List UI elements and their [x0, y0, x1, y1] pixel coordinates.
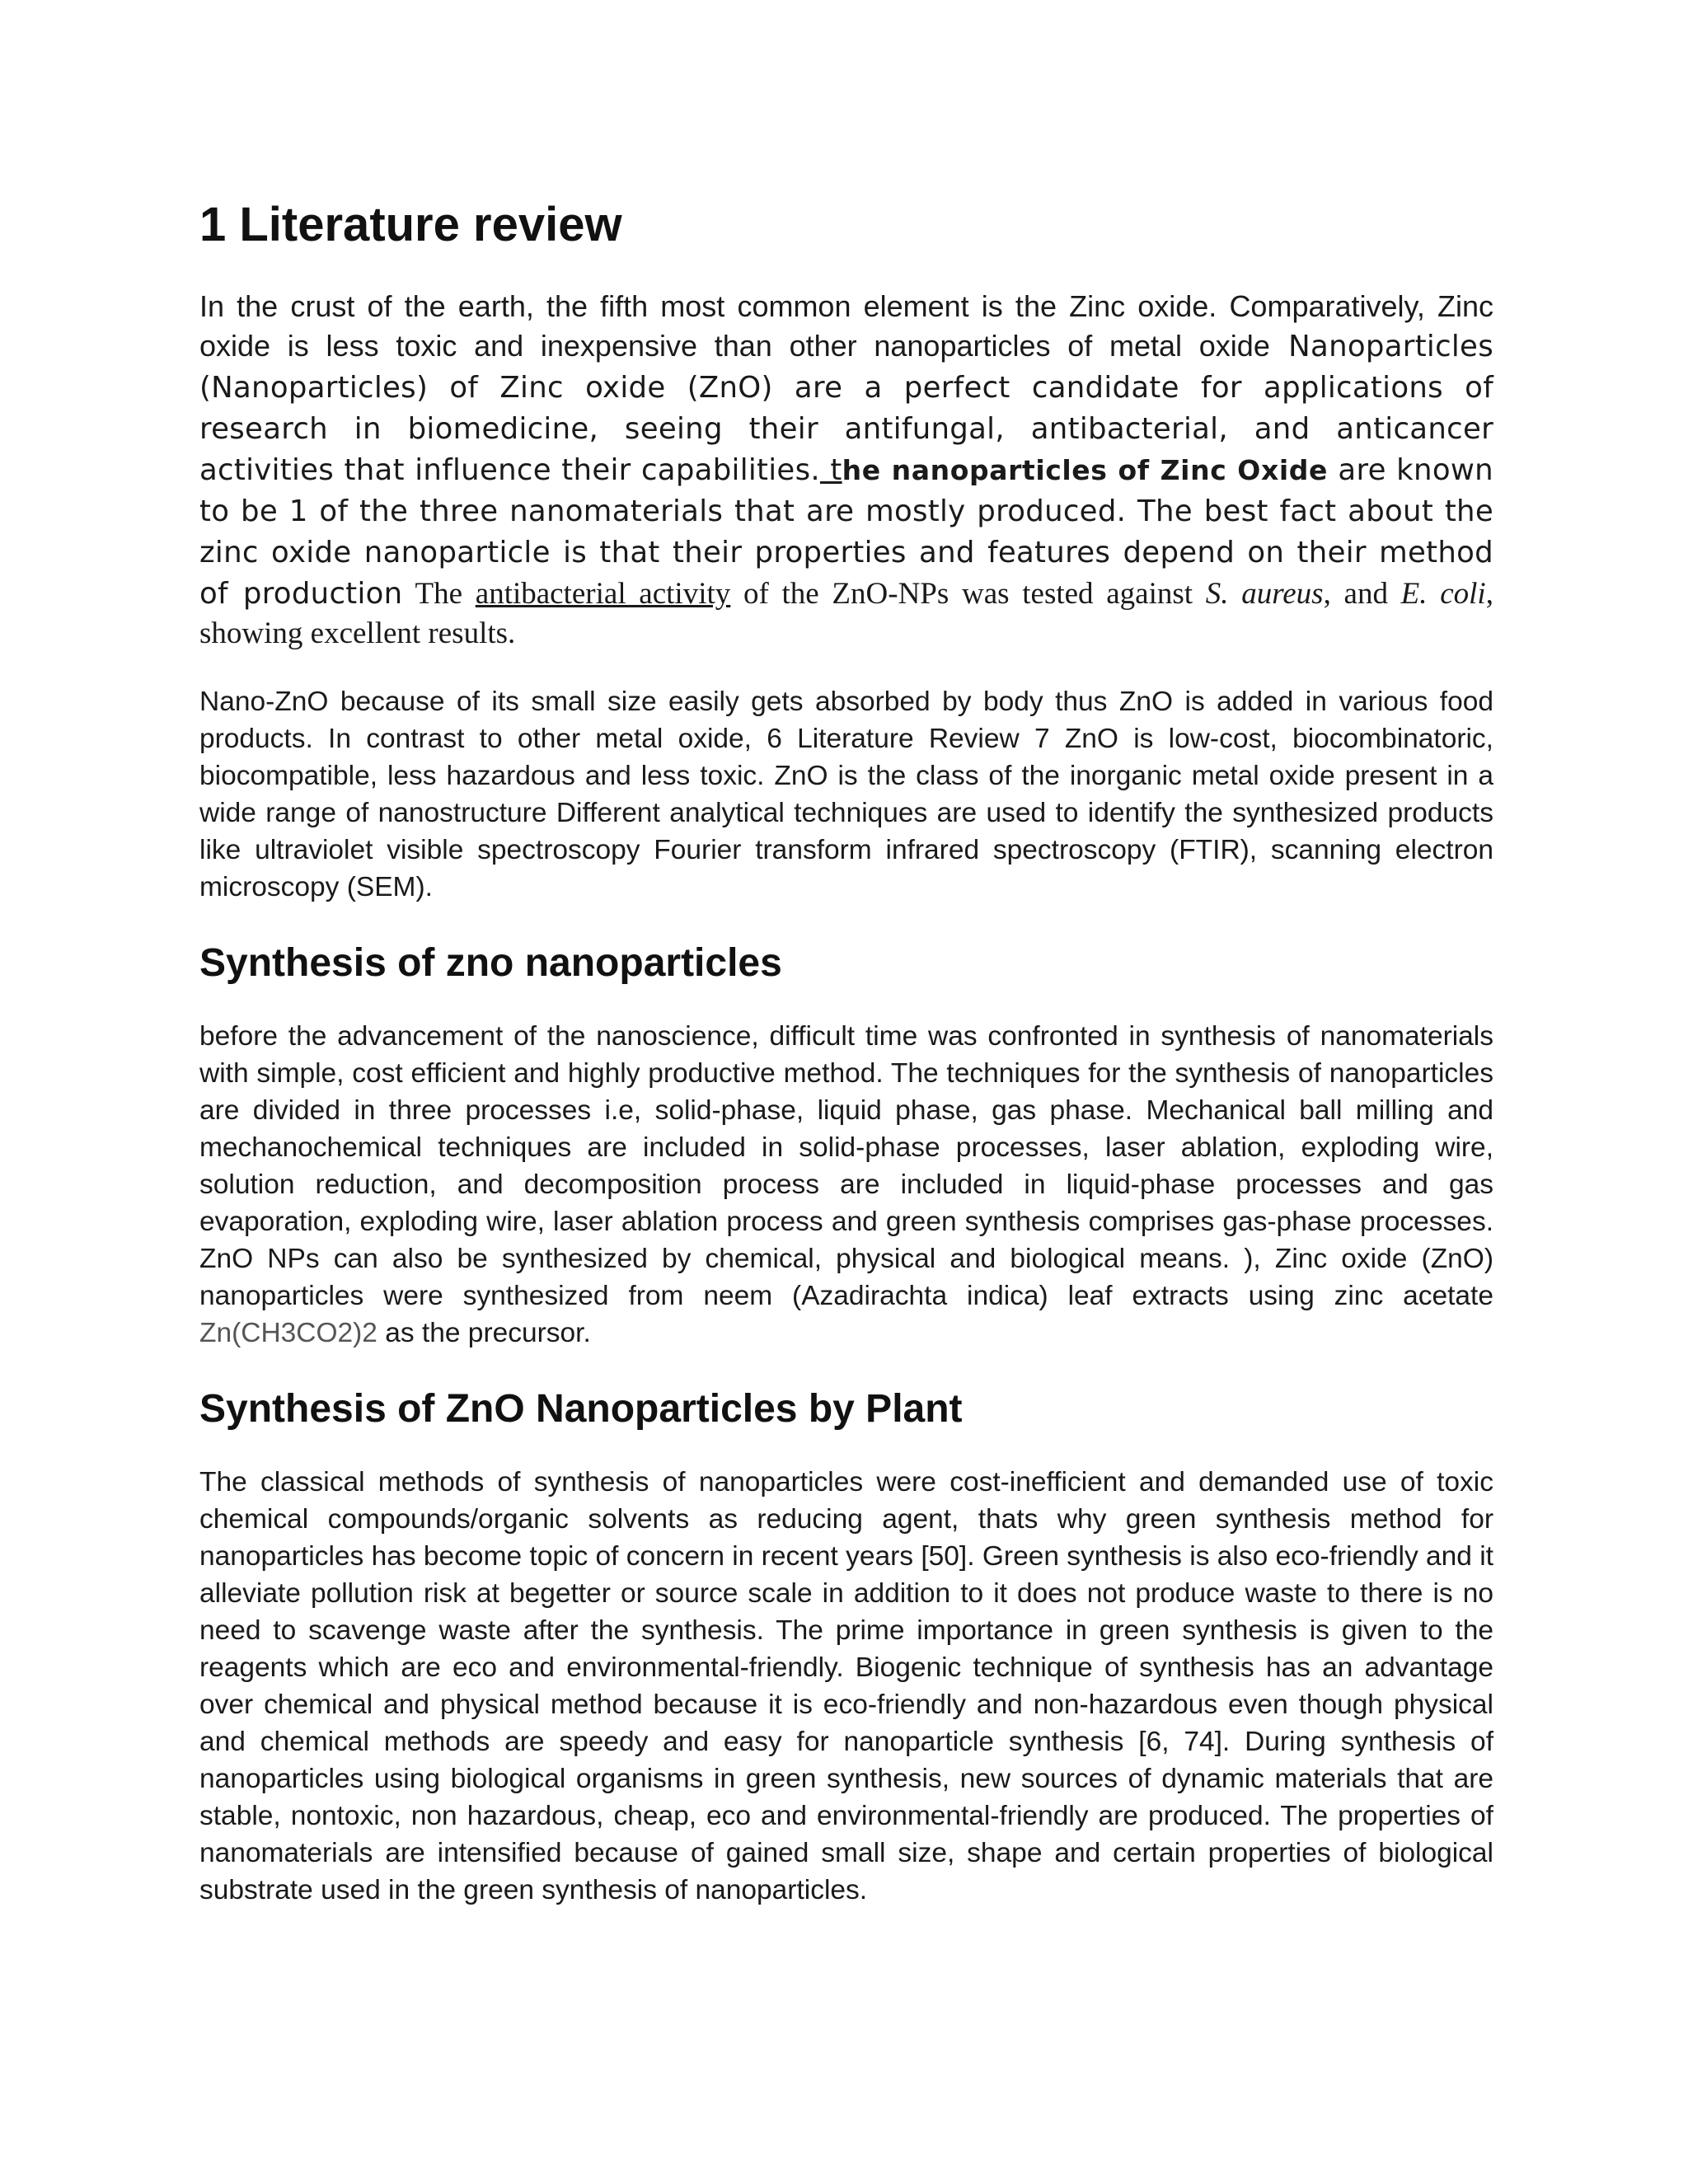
intro-serif-2: of the ZnO-NPs was tested against	[730, 577, 1206, 611]
paragraph-plant-synthesis: The classical methods of synthesis of nanoparticles were cost-inefficient and demanded use of toxic chemical compounds/organic solvents as reducing agent, thats why green synthesis method for nanoparticles has become topic of concern in recent years [50]. Green synthesis is also eco-friendly and it alleviate pollution risk at begetter or source scale in addition to it does not produce waste to there is no need to scavenge waste after the synthesis. The prime importance in green synthesis is given to the reagents which are eco and environmental-friendly. Biogenic technique of synthesis has an advantage over chemical and physical method because it is eco-friendly and non-hazardous even though physical and chemical methods are speedy and easy for nanoparticle synthesis [6, 74]. During synthesis of nanoparticles using biological organisms in green synthesis, new sources of dynamic materials that are stable, nontoxic, non hazardous, cheap, eco and environmental-friendly are produced. The properties of nanomaterials are intensified because of gained small size, shape and certain properties of biological substrate used in the green synthesis of nanoparticles.	[199, 1467, 1493, 1905]
intro-serif-4: , showing excellent results.	[199, 577, 1493, 650]
antibacterial-activity-link[interactable]: antibacterial activity	[475, 577, 731, 611]
intro-text-sans-2: are known to be 1 of the three nanomaterials that are mostly produced. The best fact about the zinc oxide nanoparticle is that their properties and features depend on their method of production	[199, 453, 1493, 611]
synthesis-text-end: as the precursor.	[377, 1318, 591, 1348]
intro-text-underscore: t	[819, 453, 842, 487]
intro-text-arial: In the crust of the earth, the fifth most common element is the Zinc oxide. Comparatively, Zinc oxide is less toxic and inexpensive than other nanoparticles of metal oxide	[199, 289, 1493, 363]
intro-paragraph	[199, 287, 1493, 653]
section-heading-synthesis: Synthesis of zno nanoparticles	[199, 941, 782, 985]
paragraph-nano-zno: Nano-ZnO because of its small size easily gets absorbed by body thus ZnO is added in various food products. In contrast to other metal oxide, 6 Literature Review 7 ZnO is low-cost, biocombinatoric, biocompatible, less hazardous and less toxic. ZnO is the class of the inorganic metal oxide present in a wide range of nanostructure Different analytical techniques are used to identify the synthesized products like ultraviolet visible spectroscopy Fourier transform infrared spectroscopy (FTIR), scanning electron microscopy (SEM).	[199, 687, 1493, 902]
paragraph-synthesis	[199, 1018, 1493, 1352]
page-title: 1 Literature review	[199, 198, 622, 251]
intro-text-bold: he nanoparticles of Zinc Oxide	[842, 454, 1328, 486]
intro-serif-3: , and	[1323, 577, 1401, 611]
zinc-acetate-formula: Zn(CH3CO2)2	[199, 1318, 377, 1348]
intro-serif-1: The	[402, 577, 476, 611]
organism-s-aureus: S. aureus	[1205, 577, 1324, 611]
intro-text-sans: Nanoparticles (Nanoparticles) of Zinc oxide (ZnO) are a perfect candidate for applications of research in biomedicine, seeing their antifungal, antibacterial, and anticancer activities that influence their capabilities.	[199, 330, 1493, 487]
section-heading-plant-synthesis: Synthesis of ZnO Nanoparticles by Plant	[199, 1387, 963, 1431]
organism-e-coli: E. coli	[1400, 577, 1486, 611]
synthesis-text: before the advancement of the nanoscience, difficult time was confronted in synthesis of nanomaterials with simple, cost efficient and highly productive method. The techniques for the synthesis of nanoparticles are divided in three processes i.e, solid-phase, liquid phase, gas phase. Mechanical ball milling and mechanochemical techniques are included in solid-phase processes, laser ablation, exploding wire, solution reduction, and decomposition process are included in liquid-phase processes and gas evaporation, exploding wire, laser ablation process and green synthesis comprises gas-phase processes. ZnO NPs can also be synthesized by chemical, physical and biological means. ), Zinc oxide (ZnO) nanoparticles were synthesized from neem (Azadirachta indica) leaf extracts using zinc acetate	[199, 1021, 1493, 1311]
document-page	[199, 190, 1493, 1909]
